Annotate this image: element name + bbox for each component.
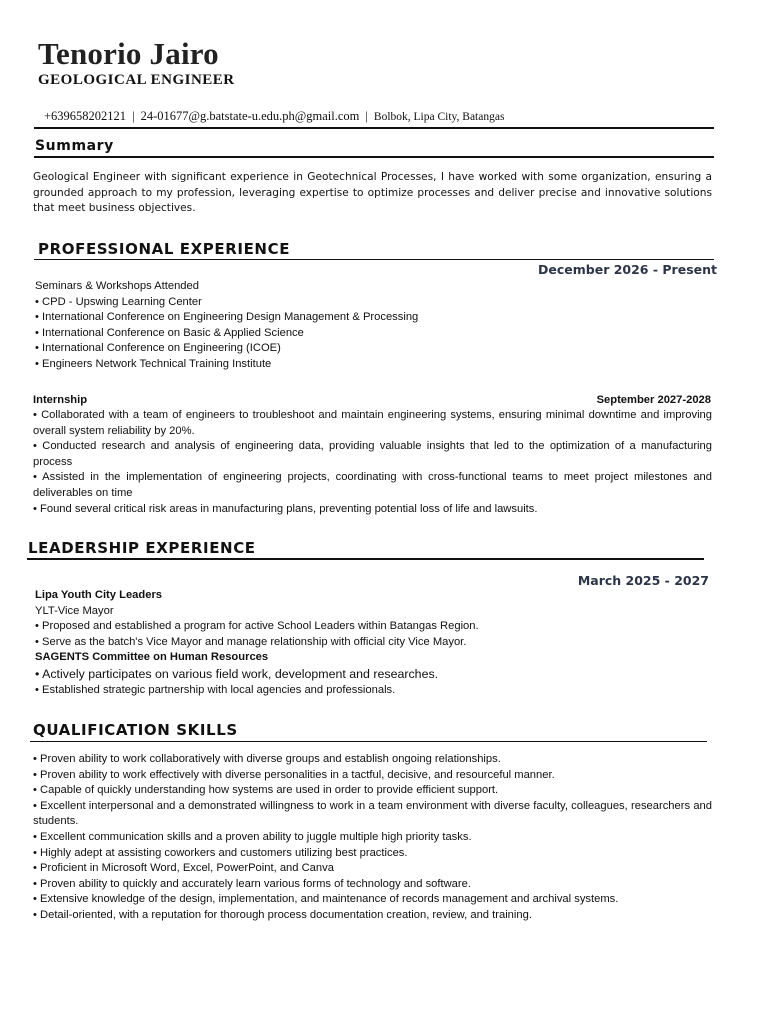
- internship-label: Internship: [33, 394, 88, 406]
- list-item: • Excellent communication skills and a proven ability to juggle multiple high priority tasks.: [33, 830, 472, 843]
- list-item: • Proven ability to quickly and accurately learn various forms of technology and software.: [33, 877, 471, 890]
- seminars-heading: Seminars & Workshops Attended: [35, 280, 199, 292]
- list-item: • Assisted in the implementation of engineering projects, coordinating with cross-functional teams to meet project milestones and deliverables on time: [33, 471, 712, 499]
- experience-date: December 2026 - Present: [538, 262, 717, 277]
- list-item: • Highly adept at assisting coworkers and customers utilizing best practices.: [33, 846, 408, 859]
- candidate-title: GEOLOGICAL ENGINEER: [38, 72, 235, 88]
- list-item: • Serve as the batch's Vice Mayor and manage relationship with official city Vice Mayor.: [35, 635, 467, 648]
- candidate-name: Tenorio Jairo: [38, 36, 219, 71]
- list-item: • Actively participates on various field work, development and researches.: [35, 666, 439, 681]
- phone-number: +639658202121: [44, 109, 127, 123]
- list-item: • CPD - Upswing Learning Center: [35, 295, 202, 308]
- leadership-divider: [27, 558, 704, 560]
- list-item: • Proven ability to work effectively with diverse personalities in a tactful, decisive, and resourceful manner.: [33, 768, 555, 781]
- home-address: Bolbok, Lipa City, Batangas: [373, 111, 505, 123]
- internship-list: [33, 408, 712, 517]
- list-item: • Engineers Network Technical Training Institute: [35, 357, 272, 370]
- leadership-heading: LEADERSHIP EXPERIENCE: [28, 539, 256, 557]
- skills-heading: QUALIFICATION SKILLS: [33, 721, 238, 739]
- contact-separator: |: [365, 109, 368, 123]
- experience-heading: PROFESSIONAL EXPERIENCE: [38, 240, 291, 258]
- list-item: • International Conference on Basic & Applied Science: [35, 326, 304, 339]
- organization-name: Lipa Youth City Leaders: [35, 589, 163, 601]
- list-item: • International Conference on Engineering (ICOE): [35, 342, 281, 355]
- list-item: • Extensive knowledge of the design, implementation, and maintenance of records management and archival systems.: [33, 893, 619, 906]
- leadership-date: March 2025 - 2027: [577, 573, 709, 588]
- list-item: • Proven ability to work collaboratively with diverse groups and establish ongoing relationships.: [33, 753, 501, 765]
- contact-line: [44, 109, 504, 124]
- organization-name: SAGENTS Committee on Human Resources: [35, 651, 269, 664]
- summary-divider: [34, 156, 714, 158]
- organization-role: YLT-Vice Mayor: [35, 604, 114, 617]
- list-item: • Found several critical risk areas in manufacturing plans, preventing potential loss of life and lawsuits.: [33, 502, 538, 515]
- header-divider: [34, 127, 714, 129]
- list-item: • Proposed and established a program for active School Leaders within Batangas Region.: [35, 620, 479, 633]
- list-item: • Proficient in Microsoft Word, Excel, PowerPoint, and Canva: [33, 862, 334, 875]
- list-item: • Detail-oriented, with a reputation for thorough process documentation creation, review, and training.: [33, 908, 532, 921]
- skills-divider: [30, 741, 707, 742]
- contact-separator: |: [132, 109, 135, 123]
- list-item: • Conducted research and analysis of engineering data, providing valuable insights that led to the optimization of a manufacturing process: [33, 440, 712, 468]
- email-address: 24-01677@g.batstate-u.edu.ph@gmail.com: [140, 109, 360, 123]
- summary-text: Geological Engineer with significant experience in Geotechnical Processes, I have worked with some organization, ensuring a grounded approach to my profession, leveraging expertise to optimize processes and deliver precise and innovative solutions that meet business objectives.: [33, 171, 712, 214]
- leadership-list: [35, 588, 715, 699]
- skills-list: [33, 752, 712, 924]
- seminars-list: [35, 279, 715, 373]
- list-item: • Capable of quickly understanding how systems are used in order to provide efficient support.: [33, 784, 499, 797]
- list-item: • International Conference on Engineering Design Management & Processing: [35, 311, 419, 324]
- list-item: • Excellent interpersonal and a demonstrated willingness to work in a team environment with diverse faculty, colleagues, researchers and students.: [33, 799, 712, 828]
- list-item: • Collaborated with a team of engineers to troubleshoot and maintain engineering systems, ensuring minimal downtime and improving overall system reliability by 20%.: [33, 409, 712, 437]
- summary-heading: Summary: [35, 138, 114, 154]
- internship-date: September 2027-2028: [596, 394, 711, 406]
- list-item: • Established strategic partnership with local agencies and professionals.: [35, 683, 396, 696]
- experience-divider: [34, 259, 714, 260]
